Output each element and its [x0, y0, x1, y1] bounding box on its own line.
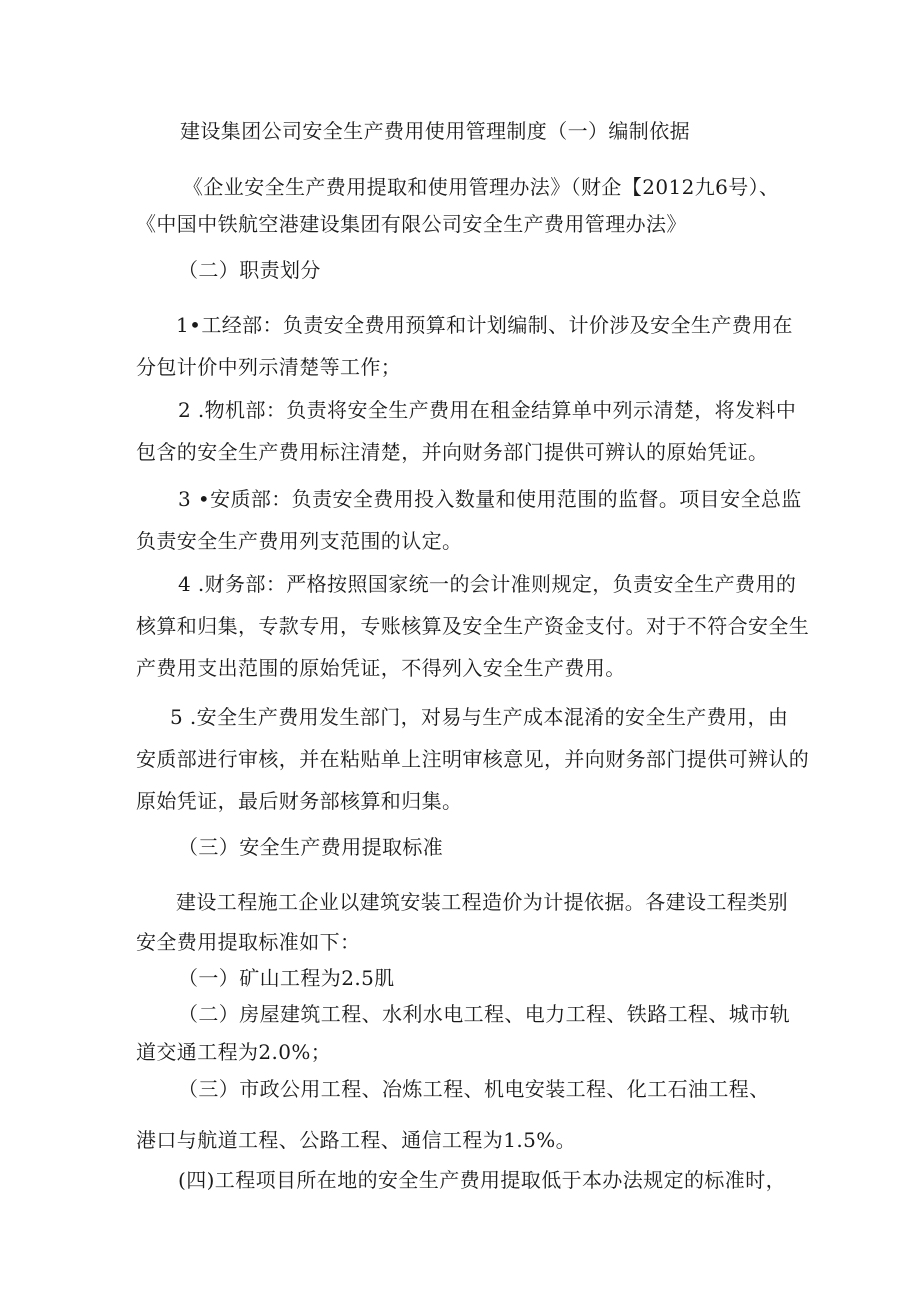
duty-5-line-3: 原始凭证，最后财务部核算和归集。 [136, 789, 463, 813]
section-heading-standards: （三）安全生产费用提取标准 [178, 835, 444, 859]
standards-intro-line-1: 建设工程施工企业以建筑安装工程造价为计提依据。各建设工程类别 [176, 890, 788, 914]
basis-line-1: 《企业安全生产费用提取和使用管理办法》（财企【2012九6号）、 [183, 175, 780, 199]
duty-2-line-1: 2 .物机部：负责将安全生产费用在租金结算单中列示清楚，将发料中 [178, 398, 797, 422]
standards-intro-line-2: 安全费用提取标准如下： [136, 930, 361, 954]
standard-2-line-2: 道交通工程为2.0%； [136, 1040, 332, 1064]
duty-5-line-2: 安质部进行审核，并在粘贴单上注明审核意见，并向财务部门提供可辨认的 [136, 747, 810, 771]
section-heading-duties: （二）职责划分 [178, 258, 321, 282]
duty-1-line-1: 1•工经部：负责安全费用预算和计划编制、计价涉及安全生产费用在 [176, 313, 793, 337]
standard-3-line-1: （三）市政公用工程、冶炼工程、机电安装工程、化工石油工程、 [178, 1077, 770, 1101]
standard-1-line-1: （一）矿山工程为2.5肌 [178, 966, 395, 990]
standard-3-line-2: 港口与航道工程、公路工程、通信工程为1.5%。 [136, 1128, 577, 1152]
duty-3-line-2: 负责安全生产费用列支范围的认定。 [136, 529, 463, 553]
duty-3-line-1: 3 •安质部：负责安全费用投入数量和使用范围的监督。项目安全总监 [178, 487, 802, 511]
document-title: 建设集团公司安全生产费用使用管理制度（一）编制依据 [180, 119, 690, 143]
standard-2-line-1: （二）房屋建筑工程、水利水电工程、电力工程、铁路工程、城市轨 [178, 1002, 790, 1026]
standard-4-line-1: (四)工程项目所在地的安全生产费用提取低于本办法规定的标准时， [178, 1168, 787, 1192]
duty-5-line-1: 5 .安全生产费用发生部门，对易与生产成本混淆的安全生产费用，由 [170, 705, 789, 729]
duty-2-line-2: 包含的安全生产费用标注清楚，并向财务部门提供可辨认的原始凭证。 [136, 440, 769, 464]
duty-4-line-3: 产费用支出范围的原始凭证，不得列入安全生产费用。 [136, 656, 626, 680]
duty-4-line-2: 核算和归集，专款专用，专账核算及安全生产资金支付。对于不符合安全生 [136, 614, 810, 638]
duty-4-line-1: 4 .财务部：严格按照国家统一的会计准则规定，负责安全生产费用的 [178, 572, 797, 596]
duty-1-line-2: 分包计价中列示清楚等工作； [136, 355, 402, 379]
basis-line-2: 《中国中铁航空港建设集团有限公司安全生产费用管理办法》 [136, 212, 687, 236]
